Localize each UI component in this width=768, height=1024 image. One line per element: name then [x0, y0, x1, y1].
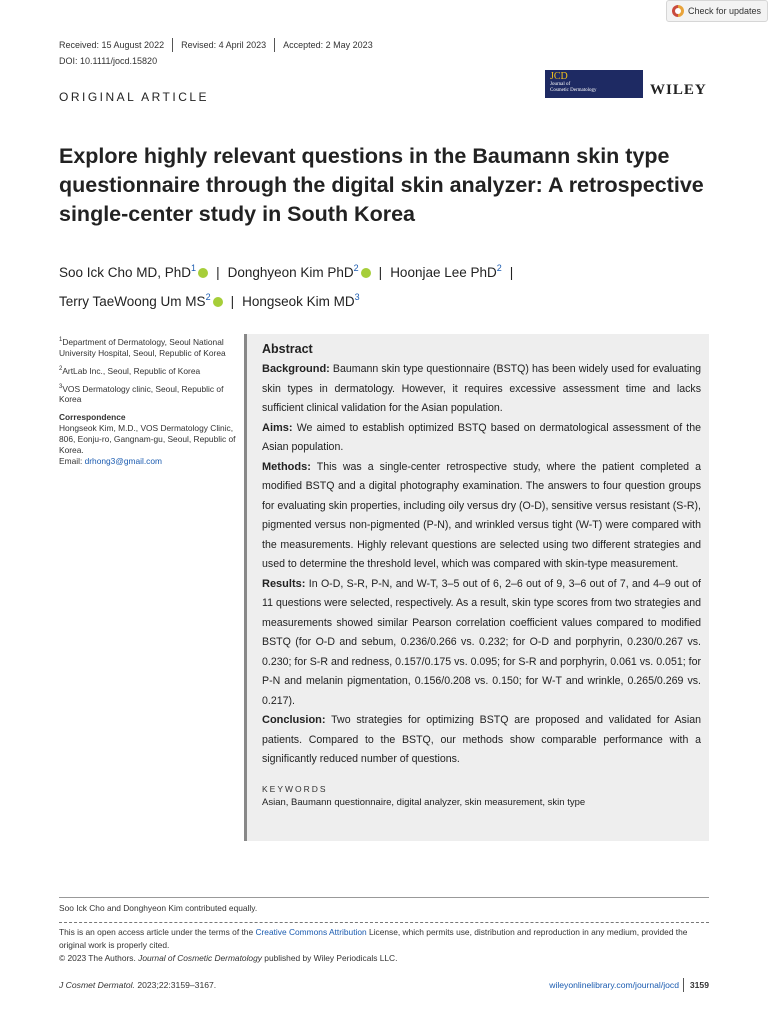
affil-text: ArtLab Inc., Seoul, Republic of Korea: [62, 365, 201, 376]
revised-date: Revised: 4 April 2023: [181, 40, 267, 50]
section-label: Conclusion:: [262, 714, 326, 726]
email-link[interactable]: drhong3@gmail.com: [84, 456, 163, 467]
affil-sup: 2: [59, 365, 63, 372]
correspondence-email: [59, 456, 237, 467]
page-number: 3159: [689, 980, 709, 990]
license-note: [59, 926, 709, 965]
author-separator: |: [509, 265, 514, 280]
license-text: License, which permits use, distribution and reproduction in any medium, provided the original work is properly cited.: [59, 927, 688, 950]
journal-name: Cosmetic Dermatology: [550, 88, 597, 93]
correspondence-text: [59, 423, 237, 456]
footnote-divider: [59, 897, 709, 898]
author-list: [59, 256, 709, 314]
divider: [683, 978, 684, 992]
abstract-conclusion: [262, 711, 701, 770]
affil-sup: 1: [59, 337, 63, 343]
crossmark-icon: [672, 5, 684, 17]
author-name[interactable]: Soo Ick Cho MD, PhD: [59, 265, 192, 280]
equal-contribution-note: Soo Ick Cho and Donghyeon Kim contributed equally.: [59, 903, 258, 913]
author-name[interactable]: Hongseok Kim MD: [242, 294, 355, 309]
orcid-icon[interactable]: [361, 268, 371, 278]
section-text: Baumann skin type questionnaire (BSTQ) has been widely used for evaluating skin types in dermatology. However, it requires excessive assessment time and lacks sufficient clinical validation for the Asian population.: [262, 363, 701, 414]
accepted-date: Accepted: 2 May 2023: [283, 40, 373, 50]
affil-sup: 3: [59, 383, 63, 390]
journal-abbr: JCD: [550, 71, 568, 82]
copyright-text: © 2023 The Authors.: [59, 953, 136, 963]
check-for-updates-label: Check for updates: [688, 6, 762, 16]
affil-sup[interactable]: 3: [354, 292, 360, 302]
section-text: Two strategies for optimizing BSTQ are proposed and validated for Asian patients. Compared to the BSTQ, our methods show comparable performance with a significantly reduced number of questions.: [262, 714, 701, 765]
abstract-body: [262, 360, 701, 770]
abstract-results: [262, 575, 701, 712]
article-type: ORIGINAL ARTICLE: [59, 90, 210, 104]
correspondence-address: Hongseok Kim, M.D., VOS Dermatology Clinic, 806, Eonju-ro, Gangnam-gu, Seoul, Republic of Korea.: [59, 423, 236, 456]
license-text: This is an open access article under the terms of the: [59, 927, 254, 937]
email-label: Email:: [59, 456, 83, 467]
affil-sup[interactable]: 2: [205, 292, 211, 302]
section-label: Results:: [262, 577, 306, 590]
section-text: In O-D, S-R, P-N, and W-T, 3–5 out of 6, 2–6 out of 9, 3–6 out of 7, and 4–9 out of 11 questions were selected, respectively. As a result, skin type scores from two strategies and measurements showed similar Pearson correlation coefficient values compared to modified BSTQ (for O-D and sebum, 0.236/0.266 vs. 0.232; for O-D and porphyrin, 0.230/0.267 vs. 0.230; for S-R and redness, 0.157/0.175 vs. 0.095; for S-R and porphyrin, 0.061 vs. 0.051; for P-N and melanin pigmentation, 0.156/0.208 vs. 0.150; for W-T and wrinkle, 0.265/0.269 vs. 0.217).: [262, 577, 701, 707]
doi: DOI: 10.1111/jocd.15820: [59, 56, 158, 66]
article-dates: [59, 38, 373, 52]
abstract-aims: [262, 419, 701, 458]
affiliation-3: [59, 382, 237, 406]
abstract-box: [244, 334, 709, 841]
copyright-journal: Journal of Cosmetic Dermatology: [138, 953, 262, 963]
license-link[interactable]: Creative Commons Attribution: [255, 927, 367, 937]
license-divider: [59, 922, 709, 923]
section-label: Methods:: [262, 460, 311, 473]
abstract-methods: [262, 458, 701, 575]
divider: [172, 38, 173, 52]
divider: [274, 38, 275, 52]
affil-text: VOS Dermatology clinic, Seoul, Republic of Korea: [59, 383, 224, 405]
journal-small: Journal of: [550, 82, 571, 87]
affiliation-2: [59, 364, 237, 377]
journal-url[interactable]: wileyonlinelibrary.com/journal/jocd: [549, 980, 679, 990]
journal-logo: [545, 70, 643, 98]
author-name[interactable]: Donghyeon Kim PhD: [227, 265, 354, 280]
citation-details: 2023;22:3159–3167.: [137, 980, 217, 990]
orcid-icon[interactable]: [213, 297, 223, 307]
orcid-icon[interactable]: [198, 268, 208, 278]
citation: [59, 980, 216, 990]
affil-sup[interactable]: 2: [496, 263, 502, 273]
abstract-background: [262, 360, 701, 419]
abstract-heading: Abstract: [262, 342, 313, 356]
author-name[interactable]: Terry TaeWoong Um MS: [59, 294, 206, 309]
author-separator: |: [216, 265, 220, 280]
affiliation-1: [59, 335, 237, 359]
author-name[interactable]: Hoonjae Lee PhD: [390, 265, 497, 280]
correspondence-title: Correspondence: [59, 412, 126, 423]
received-date: Received: 15 August 2022: [59, 40, 165, 50]
section-label: Background:: [262, 363, 330, 375]
affil-sup[interactable]: 1: [191, 263, 197, 273]
section-label: Aims:: [262, 421, 293, 434]
author-separator: |: [378, 265, 383, 280]
keywords-text: Asian, Baumann questionnaire, digital analyzer, skin measurement, skin type: [262, 796, 586, 808]
copyright-text: published by Wiley Periodicals LLC.: [264, 953, 398, 963]
affil-text: Department of Dermatology, Seoul National University Hospital, Seoul, Republic of Korea: [59, 336, 226, 358]
affil-sup[interactable]: 2: [353, 263, 359, 273]
section-text: This was a single-center retrospective study, where the patient completed a modified BSTQ and a digital photography examination. The answers to four question groups for evaluating skin properties, including oily versus dry (O-D), sensitive versus resistant (S-R), pigmented versus non-pigmented (P-N), and wrinkled versus tight (W-T) were compared with the measurements. Highly relevant questions are selected using two different strategies and used to determine the threshold level, which was compared with skin-type measurement.: [262, 460, 701, 570]
keywords-title: KEYWORDS: [262, 783, 328, 794]
section-text: We aimed to establish optimized BSTQ based on dermatological assessment of the Asian population.: [262, 421, 701, 453]
paper-title: Explore highly relevant questions in the Baumann skin type questionnaire through the digital skin analyzer: A retrospective single-center study in South Korea: [59, 144, 704, 226]
citation-journal: J Cosmet Dermatol.: [59, 980, 135, 990]
check-for-updates-button[interactable]: [666, 0, 768, 22]
affiliations: [59, 335, 237, 472]
publisher-logo: WILEY: [650, 82, 707, 98]
author-separator: |: [230, 294, 235, 309]
